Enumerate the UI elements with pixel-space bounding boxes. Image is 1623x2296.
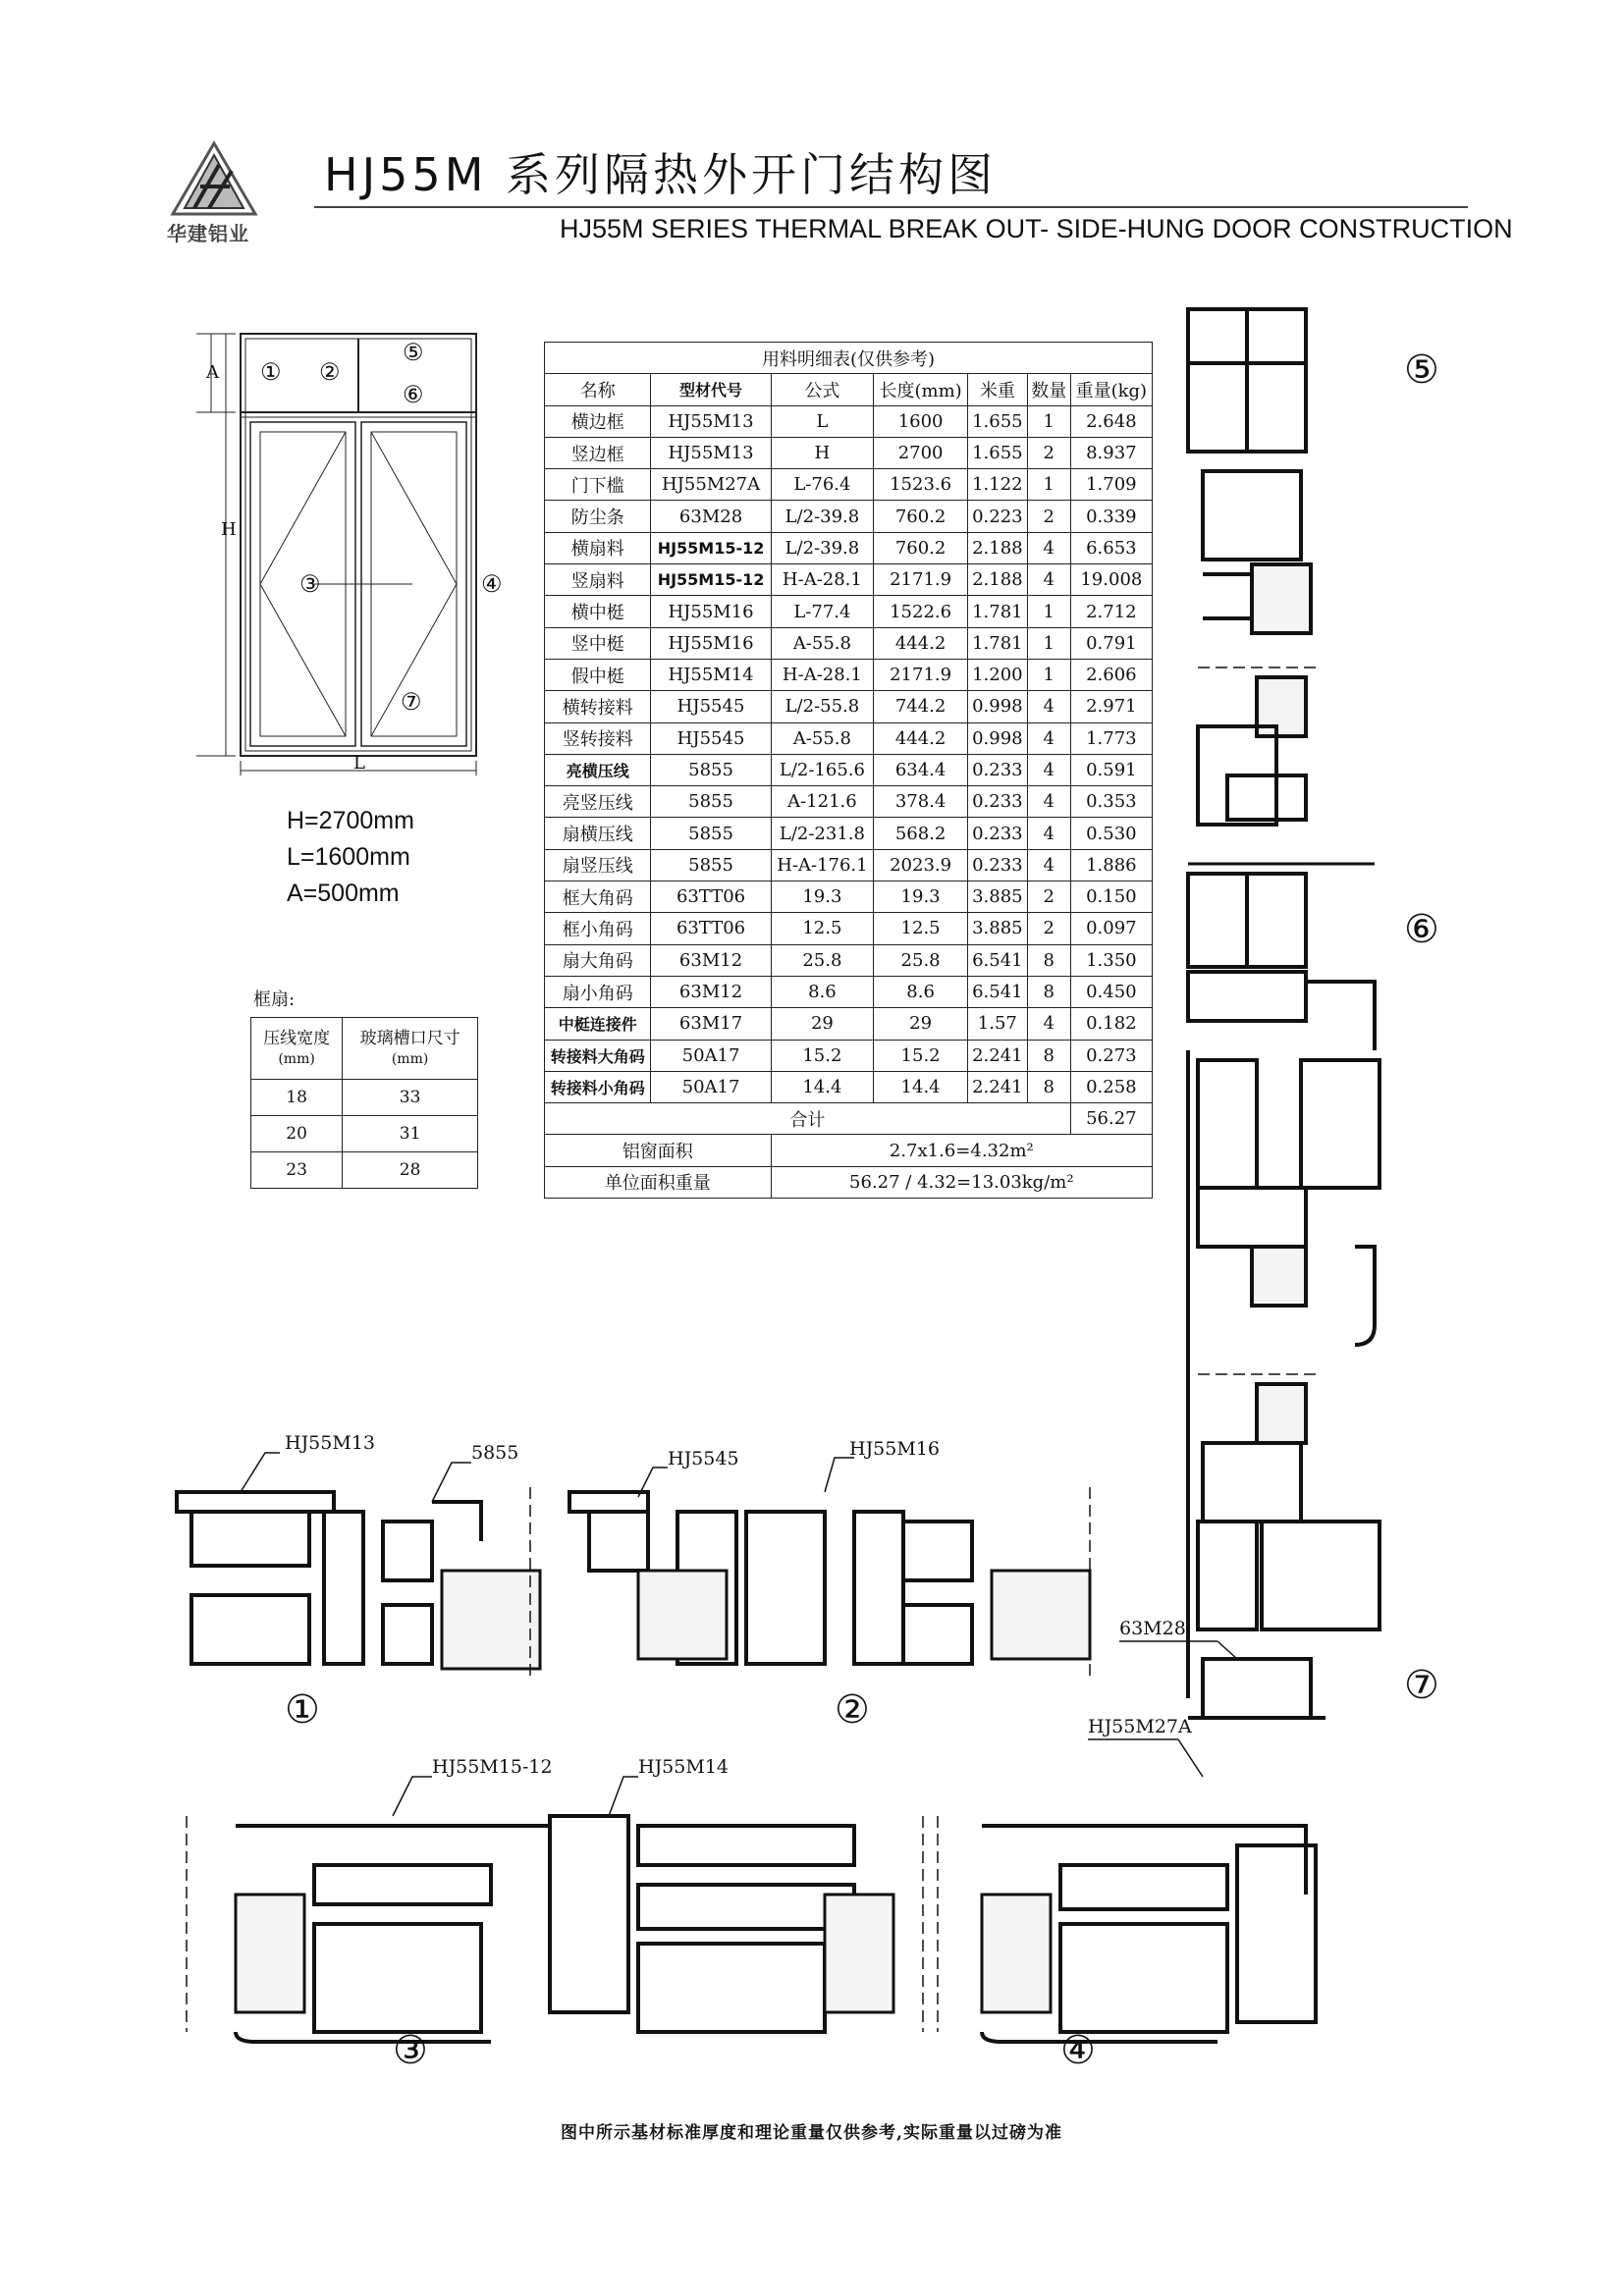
- label-HJ55M14: HJ55M14: [638, 1756, 729, 1778]
- label-5855: 5855: [471, 1442, 519, 1464]
- table-row: 转接料小角码 50A17 14.4 14.4 2.241 8 0.258: [545, 1071, 1153, 1102]
- table-row: 20 31: [251, 1116, 478, 1152]
- frame-table-caption: 框扇:: [253, 989, 296, 1010]
- marker-6: ⑥: [403, 381, 424, 408]
- dim-label-h: H: [221, 519, 237, 540]
- table-row: 框小角码 63TT06 12.5 12.5 3.885 2 0.097: [545, 913, 1153, 944]
- label-HJ55M13: HJ55M13: [285, 1432, 375, 1454]
- table-row: 中梃连接件 63M17 29 29 1.57 4 0.182: [545, 1008, 1153, 1040]
- table-row: 扇竖压线 5855 H-A-176.1 2023.9 0.233 4 1.886: [545, 849, 1153, 881]
- marker-1: ①: [260, 358, 282, 386]
- table-row: 门下槛 HJ55M27A L-76.4 1523.6 1.122 1 1.709: [545, 469, 1153, 501]
- dim-a: A=500mm: [287, 880, 400, 907]
- area-row: 铝窗面积 2.7x1.6=4.32m²: [545, 1135, 1153, 1166]
- section-marker-3: ③: [393, 2028, 428, 2071]
- marker-7: ⑦: [401, 688, 422, 716]
- table-row: 扇大角码 63M12 25.8 25.8 6.541 8 1.350: [545, 944, 1153, 976]
- page-subtitle: HJ55M SERIES THERMAL BREAK OUT- SIDE-HUNG DOOR CONSTRUCTION: [560, 214, 1513, 243]
- section-marker-7: ⑦: [1404, 1663, 1439, 1708]
- table-row: 防尘条 63M28 L/2-39.8 760.2 0.223 2 0.339: [545, 501, 1153, 532]
- horizontal-section-drawing-3-4: [177, 1747, 1434, 2071]
- marker-3: ③: [299, 570, 321, 598]
- title-divider: [314, 206, 1468, 208]
- label-HJ55M16: HJ55M16: [849, 1438, 940, 1460]
- label-63M28: 63M28: [1119, 1618, 1186, 1639]
- table-row: 横中梃 HJ55M16 L-77.4 1522.6 1.781 1 2.712: [545, 596, 1153, 627]
- table-row: 假中梃 HJ55M14 H-A-28.1 2171.9 1.200 1 2.606: [545, 659, 1153, 690]
- section-marker-4: ④: [1060, 2028, 1096, 2071]
- frame-table-header: 压线宽度 (mm): [251, 1018, 343, 1080]
- table-row: 亮竖压线 5855 A-121.6 378.4 0.233 4 0.353: [545, 786, 1153, 818]
- vertical-section-drawing: [1080, 304, 1473, 1796]
- table-row: 亮横压线 5855 L/2-165.6 634.4 0.233 4 0.591: [545, 754, 1153, 785]
- label-HJ55M15-12: HJ55M15-12: [432, 1756, 553, 1778]
- table-row: 扇小角码 63M12 8.6 8.6 6.541 8 0.450: [545, 976, 1153, 1007]
- table-row: 竖中梃 HJ55M16 A-55.8 444.2 1.781 1 0.791: [545, 627, 1153, 659]
- footer-note: 图中所示基材标准厚度和理论重量仅供参考,实际重量以过磅为准: [561, 2123, 1062, 2143]
- dim-label-l: L: [353, 753, 365, 774]
- dim-l: L=1600mm: [287, 843, 410, 871]
- materials-table-caption: 用料明细表(仅供参考): [545, 343, 1153, 374]
- label-HJ5545: HJ5545: [668, 1448, 739, 1469]
- unit-weight-row: 单位面积重量 56.27 / 4.32=13.03kg/m²: [545, 1166, 1153, 1198]
- table-row: 竖转接料 HJ5545 A-55.8 444.2 0.998 4 1.773: [545, 722, 1153, 754]
- table-row: 竖扇料 HJ55M15-12 H-A-28.1 2171.9 2.188 4 19.008: [545, 564, 1153, 596]
- table-row: 18 33: [251, 1080, 478, 1116]
- table-row: 转接料大角码 50A17 15.2 15.2 2.241 8 0.273: [545, 1040, 1153, 1071]
- frame-table-header: 玻璃槽口尺寸 (mm): [343, 1018, 478, 1080]
- dim-label-a: A: [206, 362, 219, 383]
- section-marker-5: ⑤: [1404, 347, 1439, 393]
- section-marker-2: ②: [835, 1687, 870, 1733]
- table-row: 横扇料 HJ55M15-12 L/2-39.8 760.2 2.188 4 6.653: [545, 532, 1153, 563]
- section-marker-1: ①: [285, 1687, 320, 1733]
- door-elevation-drawing: [187, 319, 511, 780]
- materials-header-row: 名称 型材代号 公式 长度(mm) 米重 数量 重量(kg): [545, 374, 1153, 405]
- marker-4: ④: [481, 570, 503, 598]
- company-logo: [165, 139, 263, 218]
- frame-table: [250, 1017, 478, 1189]
- table-row: 横边框 HJ55M13 L 1600 1.655 1 2.648: [545, 405, 1153, 437]
- table-row: 横转接料 HJ5545 L/2-55.8 744.2 0.998 4 2.971: [545, 691, 1153, 722]
- label-HJ55M27A: HJ55M27A: [1088, 1716, 1192, 1737]
- table-row: 竖边框 HJ55M13 H 2700 1.655 2 8.937: [545, 437, 1153, 468]
- page-title: HJ55M 系列隔热外开门结构图: [324, 148, 997, 201]
- materials-table: [544, 342, 1153, 1199]
- marker-2: ②: [319, 358, 341, 386]
- dimension-list: [287, 803, 414, 912]
- section-marker-6: ⑥: [1404, 907, 1439, 952]
- logo-text: 华建铝业: [167, 222, 249, 245]
- total-row: 合计 56.27: [545, 1103, 1153, 1135]
- marker-5: ⑤: [403, 339, 424, 366]
- table-row: 扇横压线 5855 L/2-231.8 568.2 0.233 4 0.530: [545, 818, 1153, 849]
- table-row: 框大角码 63TT06 19.3 19.3 3.885 2 0.150: [545, 881, 1153, 913]
- table-row: 23 28: [251, 1152, 478, 1189]
- horizontal-section-drawing-1-2: [147, 1423, 1109, 1757]
- dim-h: H=2700mm: [287, 807, 414, 834]
